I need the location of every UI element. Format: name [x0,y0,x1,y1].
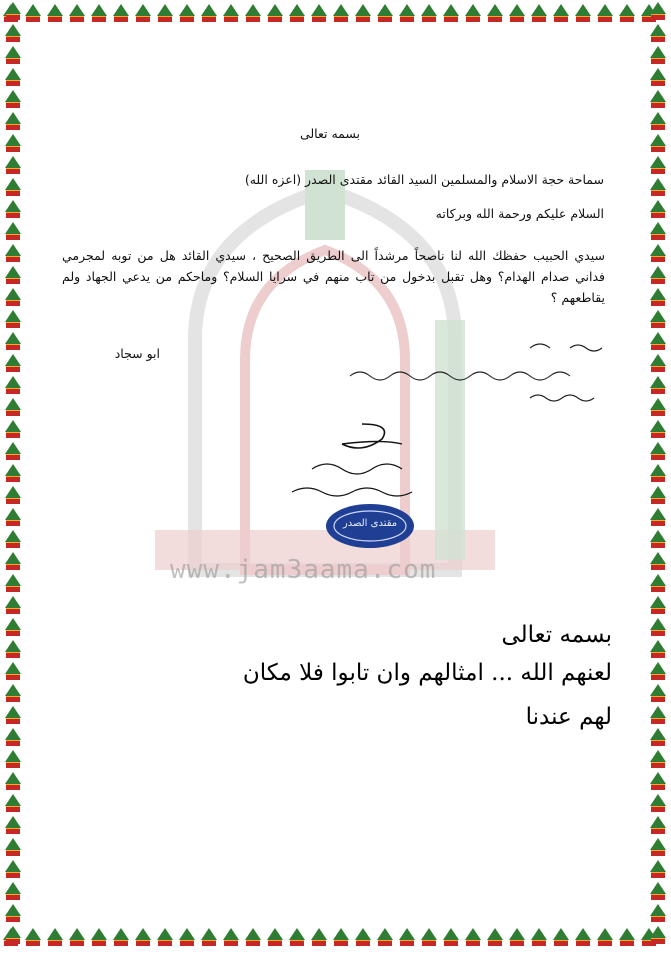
border-tile [243,927,263,947]
border-tile [595,927,615,947]
border-tile [3,749,23,769]
border-tile [3,595,23,615]
border-tile [419,927,439,947]
border-tile [3,133,23,153]
border-tile [309,3,329,23]
border-tile [3,485,23,505]
watermark-url: www.jam3aama.com [170,555,437,585]
border-tile [648,199,668,219]
border-tile [23,3,43,23]
border-tile [3,419,23,439]
border-tile [133,3,153,23]
border-tile [441,927,461,947]
border-tile [3,23,23,43]
border-tile [648,331,668,351]
greeting-line: السلام عليكم ورحمة الله وبركاته [435,206,604,221]
border-tile [3,529,23,549]
border-tile [243,3,263,23]
border-tile [648,1,668,21]
border-tile [3,1,23,21]
border-tile [3,507,23,527]
border-tile [3,221,23,241]
border-tile [133,927,153,947]
border-tile [485,927,505,947]
border-tile [648,705,668,725]
border-tile [3,265,23,285]
border-tile [3,199,23,219]
border-tile [648,111,668,131]
border-tile [3,881,23,901]
reply-line-3: لهم عندنا [525,704,612,730]
border-tile [648,903,668,923]
border-tile [648,89,668,109]
border-tile [648,881,668,901]
border-tile [648,221,668,241]
border-tile [463,927,483,947]
border-tile [397,3,417,23]
border-left [0,0,26,950]
border-tile [3,727,23,747]
border-tile [648,375,668,395]
document-heading: بسمه تعالى [299,126,361,141]
border-tile [331,3,351,23]
border-tile [287,927,307,947]
border-tile [648,925,668,945]
border-tile [648,397,668,417]
border-tile [3,683,23,703]
border-tile [551,3,571,23]
border-tile [3,837,23,857]
border-tile [648,419,668,439]
border-tile [3,705,23,725]
border-tile [353,3,373,23]
border-tile [507,3,527,23]
border-tile [648,617,668,637]
reply-line-1: بسمه تعالى [501,622,612,648]
border-tile [265,927,285,947]
border-tile [463,3,483,23]
border-tile [3,67,23,87]
border-tile [648,133,668,153]
border-tile [3,243,23,263]
border-tile [3,925,23,945]
border-tile [648,155,668,175]
border-tile [3,661,23,681]
border-tile [177,3,197,23]
border-tile [648,67,668,87]
border-tile [648,529,668,549]
border-tile [177,927,197,947]
question-paragraph: سيدي الحبيب حفظك الله لنا ناصحاً مرشداً الى الطريق الصحيح ، سيدي القائد هل من توبه لمجرمي فداني صدام الهدام؟ وهل تقبل بدخول من تاب منهم في سرايا السلام؟ وماحكم من يدعي الجهاد ولم يقاطعهم ؟ [62,248,605,305]
border-tile [265,3,285,23]
border-tile [309,927,329,947]
seal-stamp: مقتدى الصدر [342,518,398,529]
border-tile [397,927,417,947]
border-tile [573,927,593,947]
border-tile [3,331,23,351]
border-tile [3,45,23,65]
border-tile [648,551,668,571]
border-tile [45,927,65,947]
border-tile [3,815,23,835]
border-tile [89,3,109,23]
border-tile [353,927,373,947]
border-tile [507,927,527,947]
border-top [0,0,671,26]
border-tile [3,617,23,637]
border-tile [529,3,549,23]
border-tile [23,927,43,947]
border-tile [3,111,23,131]
reply-line-2: لعنهم الله ... امثالهم وان تابوا فلا مكان [242,660,612,686]
border-tile [648,463,668,483]
border-tile [3,793,23,813]
border-tile [617,3,637,23]
border-tile [648,749,668,769]
border-tile [529,927,549,947]
border-tile [648,837,668,857]
border-tile [155,3,175,23]
border-tile [648,507,668,527]
border-tile [375,3,395,23]
border-tile [3,309,23,329]
addressee-line: سماحة حجة الاسلام والمسلمين السيد القائد مقتدى الصدر (اعزه الله) [244,172,604,187]
border-tile [648,309,668,329]
border-tile [648,639,668,659]
border-tile [3,287,23,307]
border-tile [3,441,23,461]
border-tile [648,859,668,879]
border-tile [595,3,615,23]
border-tile [3,903,23,923]
border-tile [111,3,131,23]
border-tile [648,661,668,681]
border-tile [3,859,23,879]
border-tile [648,353,668,373]
border-tile [199,927,219,947]
border-tile [3,177,23,197]
border-tile [3,573,23,593]
border-tile [199,3,219,23]
border-tile [648,441,668,461]
border-bottom [0,924,671,950]
border-tile [648,727,668,747]
border-tile [648,177,668,197]
border-tile [67,3,87,23]
border-tile [3,551,23,571]
border-tile [287,3,307,23]
border-tile [648,595,668,615]
border-tile [155,927,175,947]
border-tile [221,3,241,23]
sender-signature: ابو سجاد [114,346,160,361]
border-tile [648,287,668,307]
border-tile [648,815,668,835]
border-tile [67,927,87,947]
border-tile [89,927,109,947]
border-tile [419,3,439,23]
border-tile [3,89,23,109]
handwritten-reply-scribble [330,336,615,416]
border-tile [573,3,593,23]
border-tile [331,927,351,947]
border-tile [111,927,131,947]
border-tile [3,463,23,483]
border-tile [648,771,668,791]
border-tile [221,927,241,947]
border-tile [648,265,668,285]
border-tile [3,639,23,659]
border-right [645,0,671,950]
border-tile [3,155,23,175]
border-tile [648,683,668,703]
border-tile [648,45,668,65]
border-tile [45,3,65,23]
border-tile [648,23,668,43]
border-tile [648,793,668,813]
border-tile [648,243,668,263]
border-tile [3,771,23,791]
border-tile [617,927,637,947]
border-tile [485,3,505,23]
border-tile [648,573,668,593]
border-tile [551,927,571,947]
border-tile [3,353,23,373]
border-tile [3,397,23,417]
border-tile [648,485,668,505]
border-tile [441,3,461,23]
border-tile [3,375,23,395]
border-tile [375,927,395,947]
